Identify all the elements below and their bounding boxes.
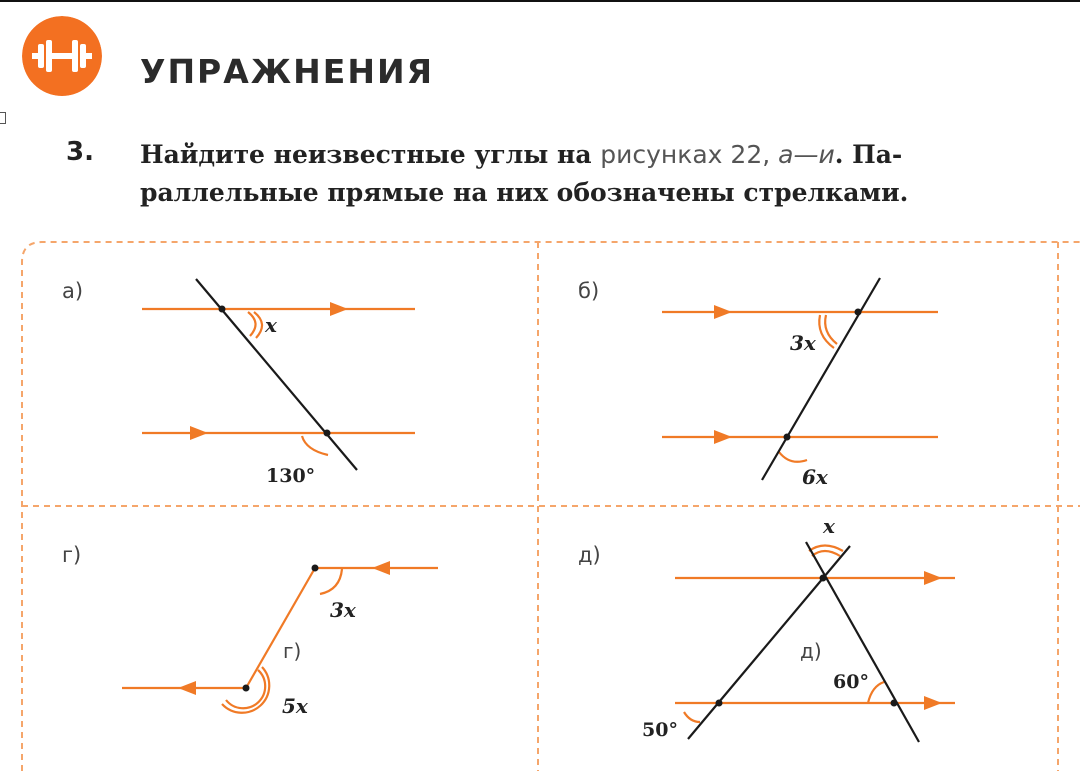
arrow-right-icon [714, 430, 732, 444]
angle-label-130: 130° [266, 465, 316, 487]
figure-g [62, 543, 438, 718]
angle-arc-x [812, 551, 840, 556]
angle-label-6x: 6x [802, 465, 828, 489]
arrow-left-icon [372, 561, 390, 575]
figure-a [62, 279, 415, 487]
figure-g-label: г) [62, 543, 82, 567]
task-text-part2: . Па- [834, 140, 903, 169]
task-number: 3. [66, 137, 94, 167]
arrow-right-icon [714, 305, 732, 319]
figure-b [578, 278, 938, 489]
connecting-segment [246, 568, 315, 688]
angle-label-50: 50° [642, 719, 678, 741]
transversal-line-1 [806, 542, 919, 742]
task-text-part1: Найдите неизвестные углы на [140, 140, 601, 169]
arrow-right-icon [924, 571, 942, 585]
transversal-line-2 [688, 546, 850, 739]
angle-label-x: x [265, 313, 277, 337]
arrow-right-icon [190, 426, 208, 440]
figure-b-label: б) [578, 279, 600, 303]
angle-label-x: x [823, 514, 835, 538]
task-text-line2: раллельные прямые на них обозначены стрелками. [140, 178, 909, 207]
angle-arc-50 [684, 712, 700, 722]
arrow-right-icon [330, 302, 348, 316]
arrow-right-icon [924, 696, 942, 710]
angle-label-3x: 3x [330, 598, 356, 622]
angle-arc-6x [779, 452, 807, 462]
transversal-line [762, 278, 880, 480]
angle-arc-3x [825, 315, 837, 344]
figure-d-inner-label: д) [800, 639, 822, 663]
figure-reference: рисунках 22, [600, 140, 779, 169]
angle-label-3x: 3x [790, 331, 816, 355]
figure-d [578, 514, 955, 742]
section-title: УПРАЖНЕНИЯ [140, 52, 434, 91]
arrow-left-icon [178, 681, 196, 695]
figure-d-label: д) [578, 543, 601, 567]
angle-arc-3x [320, 569, 342, 594]
figure-grid-border [22, 242, 1080, 771]
figure-g-inner-label: г) [283, 639, 302, 663]
angle-arc-x [248, 312, 256, 336]
angle-arc-60 [868, 682, 884, 703]
angle-arc-130 [302, 436, 328, 455]
angle-label-60: 60° [833, 671, 869, 693]
angle-label-5x: 5x [282, 694, 308, 718]
figure-reference-range: а—и [778, 140, 835, 169]
figure-a-label: а) [62, 279, 84, 303]
